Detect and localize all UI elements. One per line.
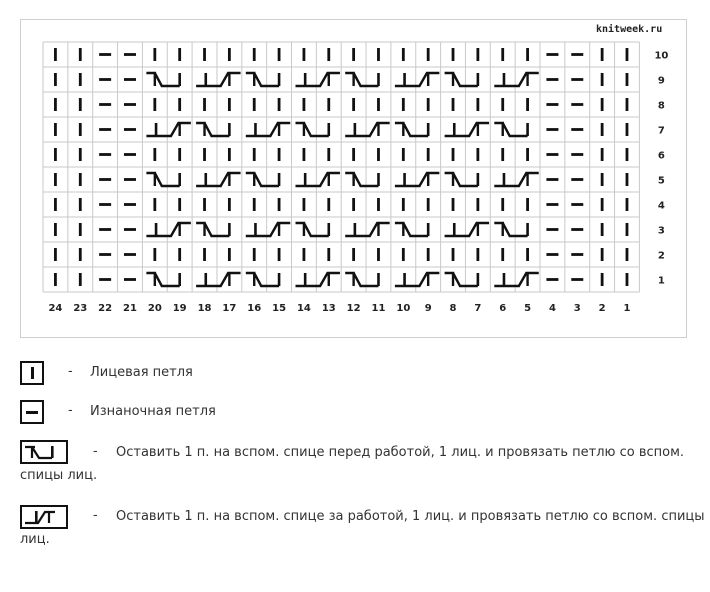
knit-stitch [476, 248, 479, 261]
purl-stitch [546, 228, 558, 231]
cross-left-stitch-bar [155, 223, 158, 236]
cross-left-stitch [345, 223, 389, 236]
knit-stitch [79, 73, 82, 86]
purl-stitch [546, 253, 558, 256]
knit-stitch [303, 48, 306, 61]
cross-left-stitch-bar [204, 173, 207, 186]
knit-stitch [203, 148, 206, 161]
knit-stitch [476, 48, 479, 61]
column-label: 5 [524, 303, 532, 314]
knit-stitch [153, 98, 156, 111]
column-label: 9 [424, 303, 432, 314]
knit-stitch [601, 73, 604, 86]
purl-stitch [124, 103, 136, 106]
cross-left-stitch-bar [204, 273, 207, 286]
purl-stitch [571, 203, 583, 206]
legend-cross-left-label: Оставить 1 п. на вспом. спице за работой, 1 лиц. и провязать петлю со вспом. спицы [116, 509, 705, 524]
knit-stitch [402, 148, 405, 161]
knit-stitch [501, 148, 504, 161]
cross-right-stitch-bar [228, 223, 231, 236]
knit-stitch [54, 48, 57, 61]
cross-left-stitch-bar [453, 223, 456, 236]
column-label: 13 [321, 303, 336, 314]
cross-left-stitch-bar [304, 173, 307, 186]
knit-stitch [278, 148, 281, 161]
legend-purl-label: Изнаночная петля [90, 404, 216, 419]
cross-left-stitch [395, 273, 439, 286]
knit-stitch [377, 48, 380, 61]
knit-stitch [452, 248, 455, 261]
row-label: 3 [657, 225, 665, 237]
column-label: 16 [247, 303, 262, 314]
cross-right-stitch-bar [526, 123, 529, 136]
cross-right-stitch [146, 273, 179, 286]
knit-stitch [79, 223, 82, 236]
purl-stitch [571, 53, 583, 56]
cross-right-stitch-bar [278, 173, 281, 186]
cross-left-stitch [445, 123, 489, 136]
row-label: 5 [657, 175, 665, 187]
purl-stitch [571, 278, 583, 281]
knit-stitch [601, 223, 604, 236]
knit-stitch [228, 48, 231, 61]
knit-stitch [327, 48, 330, 61]
cross-left-stitch-bar [403, 173, 406, 186]
row-label: 1 [657, 275, 665, 287]
knit-stitch [203, 198, 206, 211]
cross-right-stitch-bar [327, 223, 330, 236]
knit-stitch [526, 248, 529, 261]
knit-stitch [178, 48, 181, 61]
purl-stitch [99, 53, 111, 56]
purl-stitch [124, 253, 136, 256]
knit-stitch [54, 123, 57, 136]
knit-stitch [203, 98, 206, 111]
cross-right-stitch [445, 273, 478, 286]
knit-stitch [626, 223, 629, 236]
cross-left-stitch [196, 73, 240, 86]
column-label: 1 [623, 303, 631, 314]
cross-left-stitch [146, 123, 190, 136]
knit-stitch [352, 248, 355, 261]
cross-right-stitch-bar [427, 223, 430, 236]
purl-stitch [124, 178, 136, 181]
knit-stitch [601, 123, 604, 136]
chart-frame [20, 19, 687, 338]
knit-stitch [253, 48, 256, 61]
row-label: 9 [657, 75, 665, 87]
knit-stitch [501, 248, 504, 261]
knit-stitch [178, 248, 181, 261]
cross-right-stitch [494, 123, 527, 136]
knit-stitch [626, 173, 629, 186]
knit-stitch [327, 198, 330, 211]
purl-stitch [99, 278, 111, 281]
purl-stitch [571, 228, 583, 231]
knit-stitch [452, 98, 455, 111]
knit-stitch [377, 198, 380, 211]
legend-knit-icon [20, 361, 44, 385]
cross-right-stitch-bar [477, 273, 480, 286]
purl-stitch [99, 128, 111, 131]
knit-stitch [228, 98, 231, 111]
purl-stitch [571, 103, 583, 106]
knit-stitch [278, 198, 281, 211]
cross-left-stitch-bar [354, 223, 357, 236]
legend-dash: - [93, 444, 98, 459]
cross-left-stitch-bar [304, 73, 307, 86]
knit-stitch [626, 73, 629, 86]
column-label: 24 [48, 303, 63, 314]
column-label: 15 [272, 303, 287, 314]
knit-stitch [79, 48, 82, 61]
cross-left-stitch-bar [304, 273, 307, 286]
row-label: 2 [657, 250, 665, 262]
cross-left-stitch-bar [503, 273, 506, 286]
knit-stitch [626, 273, 629, 286]
row-label: 8 [657, 100, 665, 112]
cross-left-stitch [345, 123, 389, 136]
knit-stitch [178, 148, 181, 161]
purl-stitch [99, 228, 111, 231]
cross-right-stitch-bar [377, 173, 380, 186]
column-label: 2 [598, 303, 606, 314]
knit-stitch [303, 248, 306, 261]
knit-stitch [79, 98, 82, 111]
knit-stitch [54, 173, 57, 186]
knit-stitch [253, 98, 256, 111]
knit-stitch [626, 148, 629, 161]
knit-stitch [626, 248, 629, 261]
column-label: 3 [573, 303, 581, 314]
cross-right-stitch-bar [278, 73, 281, 86]
knit-stitch [327, 98, 330, 111]
cross-right-stitch [296, 123, 329, 136]
cross-left-stitch-bar [254, 123, 257, 136]
watermark: knitweek.ru [596, 24, 663, 35]
cross-right-stitch-bar [477, 173, 480, 186]
cross-left-stitch [296, 273, 340, 286]
row-label: 6 [657, 150, 665, 162]
knit-stitch [427, 198, 430, 211]
knit-stitch [402, 198, 405, 211]
column-label: 22 [98, 303, 113, 314]
purl-stitch [571, 178, 583, 181]
purl-stitch [546, 278, 558, 281]
legend-dash: - [68, 403, 73, 418]
column-label: 7 [474, 303, 482, 314]
cross-left-stitch [494, 273, 538, 286]
row-label: 7 [657, 125, 665, 137]
knit-stitch [377, 248, 380, 261]
knit-stitch [427, 48, 430, 61]
knit-stitch [153, 248, 156, 261]
legend-cross-right-label: Оставить 1 п. на вспом. спице перед работой, 1 лиц. и провязать петлю со вспом. [116, 445, 685, 460]
knit-stitch [178, 98, 181, 111]
purl-stitch [99, 253, 111, 256]
cross-right-stitch [395, 123, 428, 136]
cross-right-stitch [395, 223, 428, 236]
legend-cross-left-icon [20, 505, 68, 529]
cross-right-stitch [246, 173, 279, 186]
knitting-chart [21, 20, 688, 339]
cross-right-stitch [196, 223, 229, 236]
knit-stitch [253, 198, 256, 211]
knit-stitch [601, 248, 604, 261]
knit-stitch [352, 48, 355, 61]
cross-left-stitch-bar [155, 123, 158, 136]
column-label: 20 [147, 303, 162, 314]
legend-dash: - [68, 364, 73, 379]
cross-right-stitch [146, 73, 179, 86]
cross-right-stitch [445, 73, 478, 86]
purl-stitch [546, 153, 558, 156]
knit-stitch [79, 248, 82, 261]
purl-stitch [571, 78, 583, 81]
purl-stitch [546, 103, 558, 106]
knit-stitch [526, 98, 529, 111]
cross-right-stitch-bar [377, 73, 380, 86]
cross-left-stitch [196, 173, 240, 186]
purl-stitch [99, 203, 111, 206]
knit-stitch [402, 98, 405, 111]
cross-right-stitch-bar [178, 173, 181, 186]
purl-stitch [99, 103, 111, 106]
knit-stitch [452, 148, 455, 161]
purl-stitch [124, 53, 136, 56]
knit-stitch [153, 198, 156, 211]
knit-stitch [476, 98, 479, 111]
knit-stitch [501, 98, 504, 111]
cross-left-stitch-bar [403, 273, 406, 286]
cross-left-stitch [494, 73, 538, 86]
knit-stitch [626, 123, 629, 136]
knit-stitch [377, 98, 380, 111]
column-label: 6 [499, 303, 507, 314]
cross-left-stitch [246, 123, 290, 136]
cross-right-stitch-bar [327, 123, 330, 136]
purl-stitch [571, 128, 583, 131]
knit-stitch [228, 198, 231, 211]
purl-stitch [99, 153, 111, 156]
purl-stitch [99, 78, 111, 81]
cross-right-stitch-bar [278, 273, 281, 286]
row-label: 4 [657, 200, 665, 212]
purl-stitch [124, 228, 136, 231]
purl-stitch [546, 203, 558, 206]
column-label: 4 [548, 303, 556, 314]
knit-stitch [79, 173, 82, 186]
purl-stitch [124, 278, 136, 281]
column-label: 14 [296, 303, 311, 314]
purl-stitch [546, 128, 558, 131]
cross-right-stitch [345, 173, 378, 186]
knit-stitch [79, 123, 82, 136]
knit-stitch [303, 98, 306, 111]
purl-stitch [546, 53, 558, 56]
knit-stitch [253, 148, 256, 161]
column-label: 21 [123, 303, 137, 314]
knit-stitch [278, 98, 281, 111]
knit-stitch [79, 148, 82, 161]
cross-right-stitch-bar [477, 73, 480, 86]
knit-stitch [526, 48, 529, 61]
knit-stitch [402, 248, 405, 261]
cross-right-stitch [296, 223, 329, 236]
knit-stitch [452, 198, 455, 211]
knit-stitch [427, 98, 430, 111]
purl-stitch [124, 203, 136, 206]
cross-right-stitch [345, 73, 378, 86]
cross-left-stitch [296, 73, 340, 86]
cross-right-stitch [345, 273, 378, 286]
cross-right-stitch-bar [178, 273, 181, 286]
knit-stitch [601, 148, 604, 161]
knit-stitch [54, 273, 57, 286]
knit-stitch [228, 148, 231, 161]
knit-stitch [476, 198, 479, 211]
knit-stitch [253, 248, 256, 261]
knit-stitch [54, 248, 57, 261]
cross-right-stitch [445, 173, 478, 186]
cross-left-stitch-bar [503, 73, 506, 86]
cross-right-stitch [494, 223, 527, 236]
knit-stitch [501, 48, 504, 61]
knit-stitch [601, 98, 604, 111]
column-label: 10 [396, 303, 411, 314]
knit-stitch [327, 148, 330, 161]
knit-stitch [601, 273, 604, 286]
purl-stitch [571, 153, 583, 156]
cross-left-stitch [296, 173, 340, 186]
cross-right-stitch-bar [228, 123, 231, 136]
knit-stitch [278, 48, 281, 61]
legend-cross-left-label-cont: лиц. [20, 532, 50, 547]
cross-right-stitch [146, 173, 179, 186]
cross-left-stitch [494, 173, 538, 186]
knit-stitch [402, 48, 405, 61]
column-label: 11 [371, 303, 386, 314]
cross-right-stitch-bar [178, 73, 181, 86]
cross-left-stitch-bar [254, 223, 257, 236]
cross-right-stitch [196, 123, 229, 136]
knit-stitch [203, 48, 206, 61]
cross-left-stitch [395, 173, 439, 186]
purl-stitch [546, 178, 558, 181]
knit-stitch [526, 148, 529, 161]
cross-left-stitch-bar [403, 73, 406, 86]
column-label: 18 [197, 303, 212, 314]
purl-stitch [99, 178, 111, 181]
cross-left-stitch-bar [354, 123, 357, 136]
column-label: 12 [346, 303, 361, 314]
knit-stitch [228, 248, 231, 261]
knit-stitch [601, 48, 604, 61]
knit-stitch [79, 273, 82, 286]
knit-stitch [153, 148, 156, 161]
cross-left-stitch [146, 223, 190, 236]
knit-stitch [352, 198, 355, 211]
cross-left-stitch-bar [503, 173, 506, 186]
cross-right-stitch-bar [427, 123, 430, 136]
cross-right-stitch-bar [526, 223, 529, 236]
cross-left-stitch [395, 73, 439, 86]
knit-stitch [352, 148, 355, 161]
cross-left-stitch-bar [453, 123, 456, 136]
knit-stitch [626, 198, 629, 211]
knit-stitch [526, 198, 529, 211]
knit-stitch [303, 148, 306, 161]
legend-cross-right-label-cont: спицы лиц. [20, 468, 98, 483]
knit-stitch [476, 148, 479, 161]
purl-stitch [546, 78, 558, 81]
knit-stitch [427, 248, 430, 261]
legend-knit-label: Лицевая петля [90, 365, 193, 380]
cross-right-stitch-bar [377, 273, 380, 286]
knit-stitch [626, 98, 629, 111]
purl-stitch [124, 78, 136, 81]
knit-stitch [352, 98, 355, 111]
knit-stitch [327, 248, 330, 261]
legend-purl-icon [20, 400, 44, 424]
column-label: 23 [73, 303, 88, 314]
purl-stitch [124, 128, 136, 131]
knit-stitch [54, 98, 57, 111]
column-label: 19 [172, 303, 187, 314]
knit-stitch [501, 198, 504, 211]
cross-left-stitch [445, 223, 489, 236]
knit-stitch [303, 198, 306, 211]
knit-stitch [79, 198, 82, 211]
knit-stitch [427, 148, 430, 161]
knit-stitch [54, 223, 57, 236]
legend-cross-right-icon [20, 440, 68, 464]
knit-stitch [54, 148, 57, 161]
knit-stitch [153, 48, 156, 61]
knit-stitch [278, 248, 281, 261]
knit-stitch [178, 198, 181, 211]
legend-dash: - [93, 508, 98, 523]
knit-stitch [377, 148, 380, 161]
row-label: 10 [654, 50, 669, 62]
cross-left-stitch [196, 273, 240, 286]
knit-stitch [601, 198, 604, 211]
cross-left-stitch [246, 223, 290, 236]
cross-right-stitch [246, 273, 279, 286]
purl-stitch [124, 153, 136, 156]
purl-stitch [571, 253, 583, 256]
knit-stitch [54, 198, 57, 211]
knit-stitch [601, 173, 604, 186]
column-label: 17 [222, 303, 237, 314]
knit-stitch [452, 48, 455, 61]
knit-stitch [54, 73, 57, 86]
knit-stitch [203, 248, 206, 261]
knit-stitch [626, 48, 629, 61]
cross-right-stitch [246, 73, 279, 86]
cross-left-stitch-bar [204, 73, 207, 86]
column-label: 8 [449, 303, 457, 314]
